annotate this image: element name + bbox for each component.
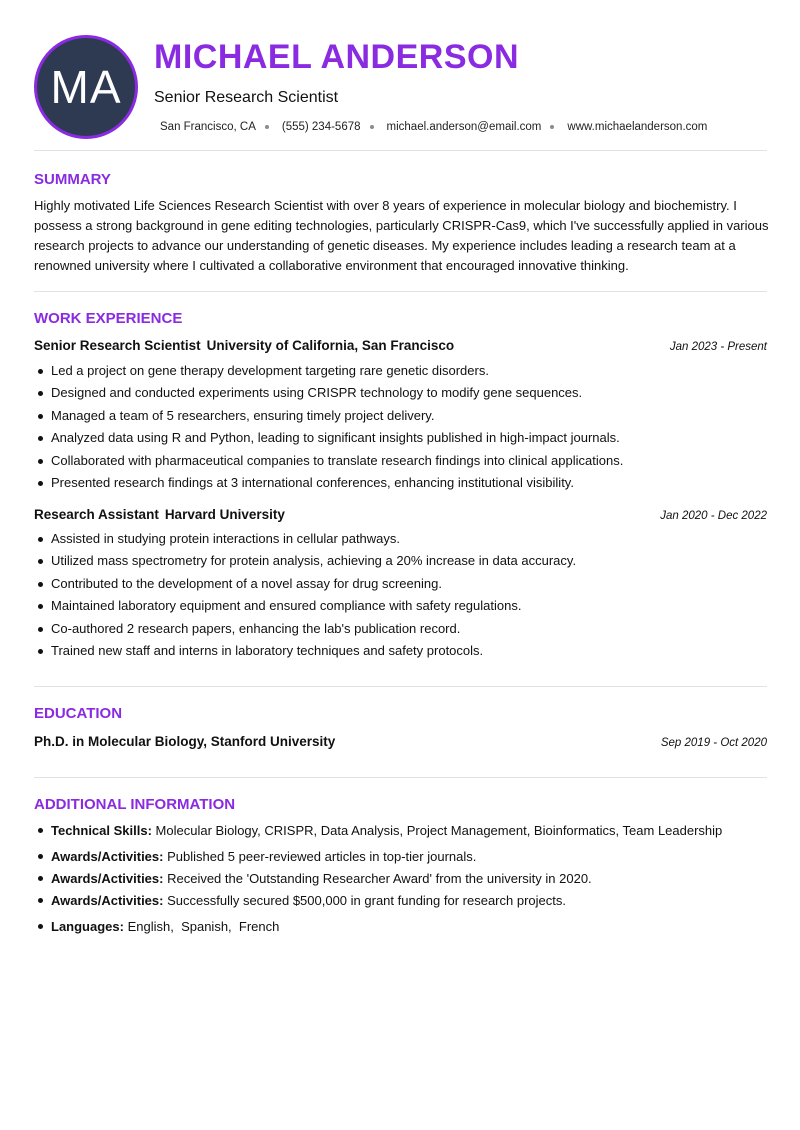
info-key: Awards/Activities: bbox=[51, 871, 164, 886]
additional-info-heading: ADDITIONAL INFORMATION bbox=[34, 796, 236, 813]
contact-email[interactable]: michael.anderson@email.com bbox=[386, 121, 542, 133]
avatar-initials bbox=[34, 35, 138, 139]
list-item: Trained new staff and interns in laboratory techniques and safety protocols. bbox=[34, 640, 767, 662]
list-item: Presented research findings at 3 international conferences, enhancing institutional visibility. bbox=[34, 472, 767, 494]
list-item: Collaborated with pharmaceutical companies to translate research findings into clinical applications. bbox=[34, 450, 767, 472]
list-item: Led a project on gene therapy development targeting rare genetic disorders. bbox=[34, 360, 767, 382]
list-item bbox=[34, 820, 774, 842]
additional-info-list bbox=[34, 820, 774, 938]
info-value: Received the 'Outstanding Researcher Award' from the university in 2020. bbox=[167, 871, 592, 886]
job-header bbox=[34, 507, 767, 522]
list-item: Analyzed data using R and Python, leading to significant insights published in high-impact journals. bbox=[34, 427, 767, 449]
list-item: Utilized mass spectrometry for protein analysis, achieving a 20% increase in data accuracy. bbox=[34, 550, 767, 572]
education-degree: Ph.D. in Molecular Biology, Stanford University bbox=[34, 734, 336, 749]
list-item: Managed a team of 5 researchers, ensuring timely project delivery. bbox=[34, 405, 767, 427]
job-bullets bbox=[34, 528, 767, 662]
list-item: Assisted in studying protein interactions in cellular pathways. bbox=[34, 528, 767, 550]
list-item: Designed and conducted experiments using CRISPR technology to modify gene sequences. bbox=[34, 382, 767, 404]
section-divider bbox=[34, 291, 767, 292]
info-key: Awards/Activities: bbox=[51, 849, 164, 864]
contact-phone: (555) 234-5678 bbox=[281, 121, 361, 133]
job-bullets bbox=[34, 360, 767, 494]
list-item: Contributed to the development of a novel assay for drug screening. bbox=[34, 573, 767, 595]
candidate-name: MICHAEL ANDERSON bbox=[154, 38, 520, 76]
separator-dot-icon bbox=[265, 125, 269, 129]
summary-heading: SUMMARY bbox=[34, 171, 111, 188]
education-dates: Sep 2019 - Oct 2020 bbox=[660, 737, 767, 749]
education-heading: EDUCATION bbox=[34, 705, 123, 722]
list-item: Co-authored 2 research papers, enhancing the lab's publication record. bbox=[34, 618, 767, 640]
list-item: Maintained laboratory equipment and ensured compliance with safety regulations. bbox=[34, 595, 767, 617]
contact-website[interactable]: www.michaelanderson.com bbox=[567, 121, 708, 133]
info-key: Languages: bbox=[51, 919, 124, 934]
section-divider bbox=[34, 777, 767, 778]
job-role-org bbox=[34, 507, 285, 522]
list-item bbox=[34, 916, 774, 938]
info-key: Awards/Activities: bbox=[51, 893, 164, 908]
job-role: Senior Research Scientist bbox=[34, 338, 201, 353]
work-experience-heading: WORK EXPERIENCE bbox=[34, 310, 183, 327]
contact-line bbox=[160, 121, 707, 133]
job-role: Research Assistant bbox=[34, 507, 159, 522]
separator-dot-icon bbox=[550, 125, 554, 129]
candidate-title: Senior Research Scientist bbox=[154, 89, 339, 106]
list-item bbox=[34, 868, 774, 890]
job-dates: Jan 2023 - Present bbox=[669, 341, 767, 353]
job-role-org bbox=[34, 338, 454, 353]
info-key: Technical Skills: bbox=[51, 823, 152, 838]
separator-dot-icon bbox=[370, 125, 374, 129]
list-item bbox=[34, 846, 774, 868]
info-value: Successfully secured $500,000 in grant funding for research projects. bbox=[167, 893, 566, 908]
section-divider bbox=[34, 150, 767, 151]
initials-text: MA bbox=[50, 61, 122, 113]
job-organization: Harvard University bbox=[164, 507, 285, 522]
summary-text: Highly motivated Life Sciences Research Scientist with over 8 years of experience in molecular biology and biochemistry. I possess a strong background in gene editing technologies, particularly CRISPR-Cas9, which I've successfully applied in various research projects to advance our understanding of genetic diseases. My experience includes leading a research team at a renowned university where I cultivated a collaborative environment that encouraged innovative thinking. bbox=[34, 198, 769, 273]
info-value: Published 5 peer-reviewed articles in top-tier journals. bbox=[167, 849, 477, 864]
info-value: Molecular Biology, CRISPR, Data Analysis, Project Management, Bioinformatics, Team Leadership bbox=[155, 823, 723, 838]
education-entry bbox=[34, 734, 767, 749]
info-value: English, Spanish, French bbox=[127, 919, 280, 934]
list-item bbox=[34, 890, 774, 912]
section-divider bbox=[34, 686, 767, 687]
job-organization: University of California, San Francisco bbox=[206, 338, 455, 353]
contact-location: San Francisco, CA bbox=[160, 121, 256, 133]
job-dates: Jan 2020 - Dec 2022 bbox=[660, 510, 767, 522]
job-header bbox=[34, 338, 767, 353]
